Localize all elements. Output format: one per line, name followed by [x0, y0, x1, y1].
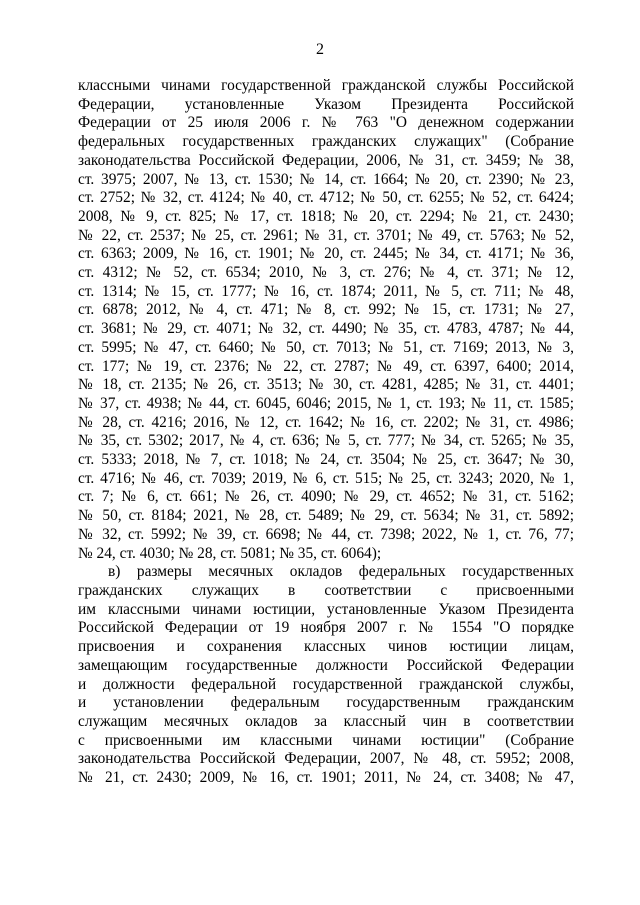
- text-line: и установлении федеральным государственным гражданским: [78, 694, 574, 712]
- text-line: ст. 177; № 19, ст. 2376; № 22, ст. 2787; № 49, ст. 6397, 6400; 2014,: [78, 357, 574, 375]
- text-line: ст. 6878; 2012, № 4, ст. 471; № 8, ст. 992; № 15, ст. 1731; № 27,: [78, 301, 574, 319]
- text-line: ст. 4312; № 52, ст. 6534; 2010, № 3, ст. 276; № 4, ст. 371; № 12,: [78, 264, 574, 282]
- text-line: ст. 2752; № 32, ст. 4124; № 40, ст. 4712; № 50, ст. 6255; № 52, ст. 6424;: [78, 189, 574, 207]
- text-line: в) размеры месячных окладов федеральных государственных: [108, 563, 574, 581]
- text-line: ст. 1314; № 15, ст. 1777; № 16, ст. 1874; 2011, № 5, ст. 711; № 48,: [78, 282, 574, 300]
- text-line: ст. 3975; 2007, № 13, ст. 1530; № 14, ст. 1664; № 20, ст. 2390; № 23,: [78, 170, 574, 188]
- text-line: присвоения и сохранения классных чинов юстиции лицам,: [78, 638, 574, 656]
- text-line: ст. 3681; № 29, ст. 4071; № 32, ст. 4490; № 35, ст. 4783, 4787; № 44,: [78, 320, 574, 338]
- text-line: № 22, ст. 2537; № 25, ст. 2961; № 31, ст. 3701; № 49, ст. 5763; № 52,: [78, 226, 574, 244]
- page-number: 2: [316, 41, 324, 58]
- text-line: № 21, ст. 2430; 2009, № 16, ст. 1901; 2011, № 24, ст. 3408; № 47,: [78, 769, 574, 787]
- text-line: законодательства Российской Федерации, 2007, № 48, ст. 5952; 2008,: [78, 750, 574, 768]
- text-line: гражданских служащих в соответствии с присвоенными: [78, 581, 574, 599]
- text-line: ст. 5333; 2018, № 7, ст. 1018; № 24, ст. 3504; № 25, ст. 3647; № 30,: [78, 451, 574, 469]
- text-line: № 50, ст. 8184; 2021, № 28, ст. 5489; № 29, ст. 5634; № 31, ст. 5892;: [78, 507, 574, 525]
- text-line: № 35, ст. 5302; 2017, № 4, ст. 636; № 5, ст. 777; № 34, ст. 5265; № 35,: [78, 432, 574, 450]
- text-line: 2008, № 9, ст. 825; № 17, ст. 1818; № 20, ст. 2294; № 21, ст. 2430;: [78, 207, 574, 225]
- text-line: ст. 4716; № 46, ст. 7039; 2019, № 6, ст. 515; № 25, ст. 3243; 2020, № 1,: [78, 469, 574, 487]
- paragraph-item-v: [78, 563, 574, 787]
- text-line: ст. 5995; № 47, ст. 6460; № 50, ст. 7013; № 51, ст. 7169; 2013, № 3,: [78, 338, 574, 356]
- text-line: № 24, ст. 4030; № 28, ст. 5081; № 35, ст. 6064);: [78, 544, 382, 562]
- text-line: ст. 6363; 2009, № 16, ст. 1901; № 20, ст. 2445; № 34, ст. 4171; № 36,: [78, 245, 574, 263]
- text-line: Федерации, установленные Указом Президента Российской: [78, 95, 574, 113]
- text-line: законодательства Российской Федерации, 2006, № 31, ст. 3459; № 38,: [78, 151, 574, 169]
- text-line: Федерации от 25 июля 2006 г. № 763 "О денежном содержании: [78, 114, 574, 132]
- text-line: замещающим государственные должности Российской Федерации: [78, 656, 574, 674]
- text-line: с присвоенными им классными чинами юстиции" (Собрание: [78, 731, 574, 749]
- text-line: и должности федеральной государственной гражданской службы,: [78, 675, 574, 693]
- text-line: им классными чинами юстиции, установленные Указом Президента: [78, 600, 574, 618]
- text-line: № 18, ст. 2135; № 26, ст. 3513; № 30, ст. 4281, 4285; № 31, ст. 4401;: [78, 376, 574, 394]
- text-line: № 37, ст. 4938; № 44, ст. 6045, 6046; 2015, № 1, ст. 193; № 11, ст. 1585;: [78, 394, 574, 412]
- text-line: классными чинами государственной гражданской службы Российской: [78, 77, 574, 94]
- text-line: № 32, ст. 5992; № 39, ст. 6698; № 44, ст. 7398; 2022, № 1, ст. 76, 77;: [78, 525, 574, 543]
- text-line: служащим месячных окладов за классный чин в соответствии: [78, 712, 574, 730]
- text-line: ст. 7; № 6, ст. 661; № 26, ст. 4090; № 29, ст. 4652; № 31, ст. 5162;: [78, 488, 574, 506]
- text-line: № 28, ст. 4216; 2016, № 12, ст. 1642; № 16, ст. 2202; № 31, ст. 4986;: [78, 413, 574, 431]
- text-line: Российской Федерации от 19 ноября 2007 г. № 1554 "О порядке: [78, 619, 574, 637]
- document-body: [78, 77, 574, 788]
- text-line: федеральных государственных гражданских служащих" (Собрание: [78, 133, 574, 151]
- paragraph-continuation: [78, 77, 574, 563]
